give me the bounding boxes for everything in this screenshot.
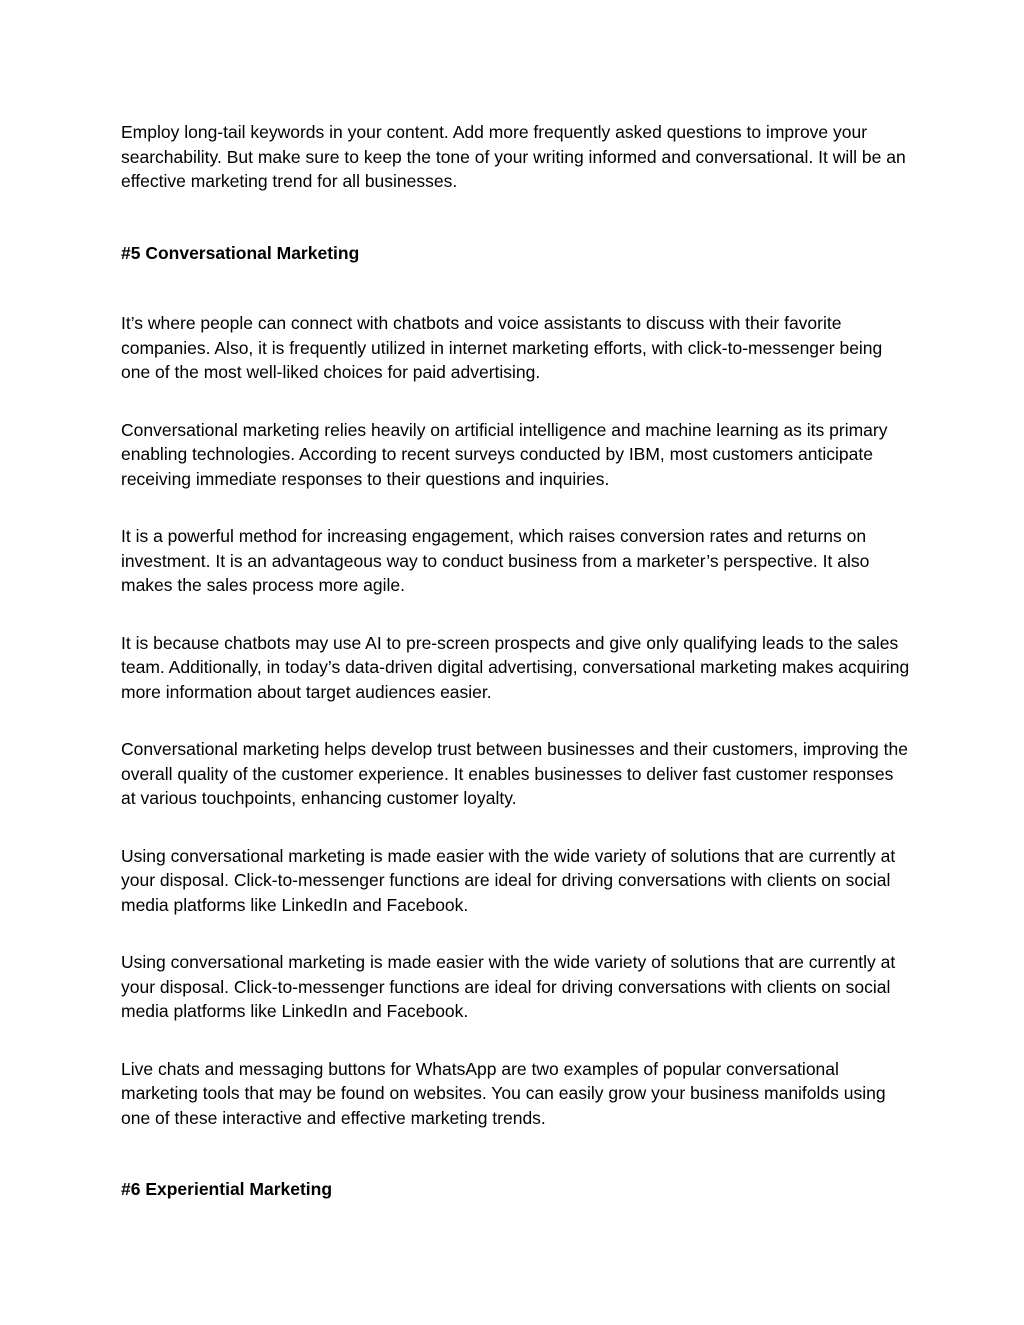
paragraph: It is a powerful method for increasing engagement, which raises conversion rates and returns on investment. It is an advantageous way to conduct business from a marketer’s perspective. It also makes the sales process more agile. bbox=[121, 526, 870, 595]
intro-paragraph: Employ long-tail keywords in your content. Add more frequently asked questions to improve your searchability. But make sure to keep the tone of your writing informed and conversational. It will be an effective marketing trend for all businesses. bbox=[121, 122, 906, 191]
paragraph: It is because chatbots may use AI to pre-screen prospects and give only qualifying leads to the sales team. Additionally, in today’s data-driven digital advertising, conversational marketing makes acquiring more information about target audiences easier. bbox=[121, 632, 910, 702]
section-heading-experiential-marketing: #6 Experiential Marketing bbox=[121, 1179, 333, 1199]
paragraph: Conversational marketing helps develop trust between businesses and their customers, improving the overall quality of the customer experience. It enables businesses to deliver fast customer responses at various touchpoints, enhancing customer loyalty. bbox=[121, 739, 908, 808]
paragraph: Conversational marketing relies heavily on artificial intelligence and machine learning as its primary enabling technologies. According to recent surveys conducted by IBM, most customers anticipate receiving immediate responses to their questions and inquiries. bbox=[121, 419, 888, 489]
document-page bbox=[121, 120, 911, 1202]
paragraph: Using conversational marketing is made easier with the wide variety of solutions that are currently at your disposal. Click-to-messenger functions are ideal for driving conversations with clients on social media platforms like LinkedIn and Facebook. bbox=[121, 952, 896, 1021]
paragraph: Live chats and messaging buttons for WhatsApp are two examples of popular conversational marketing tools that may be found on websites. You can easily grow your business manifolds using one of these interactive and effective marketing trends. bbox=[121, 1058, 886, 1128]
paragraph: Using conversational marketing is made easier with the wide variety of solutions that are currently at your disposal. Click-to-messenger functions are ideal for driving conversations with clients on social media platforms like LinkedIn and Facebook. bbox=[121, 845, 896, 915]
paragraph: It’s where people can connect with chatbots and voice assistants to discuss with their favorite companies. Also, it is frequently utilized in internet marketing efforts, with click-to-messenger being one of the most well-liked choices for paid advertising. bbox=[121, 313, 883, 382]
section-heading-conversational-marketing: #5 Conversational Marketing bbox=[121, 242, 360, 263]
